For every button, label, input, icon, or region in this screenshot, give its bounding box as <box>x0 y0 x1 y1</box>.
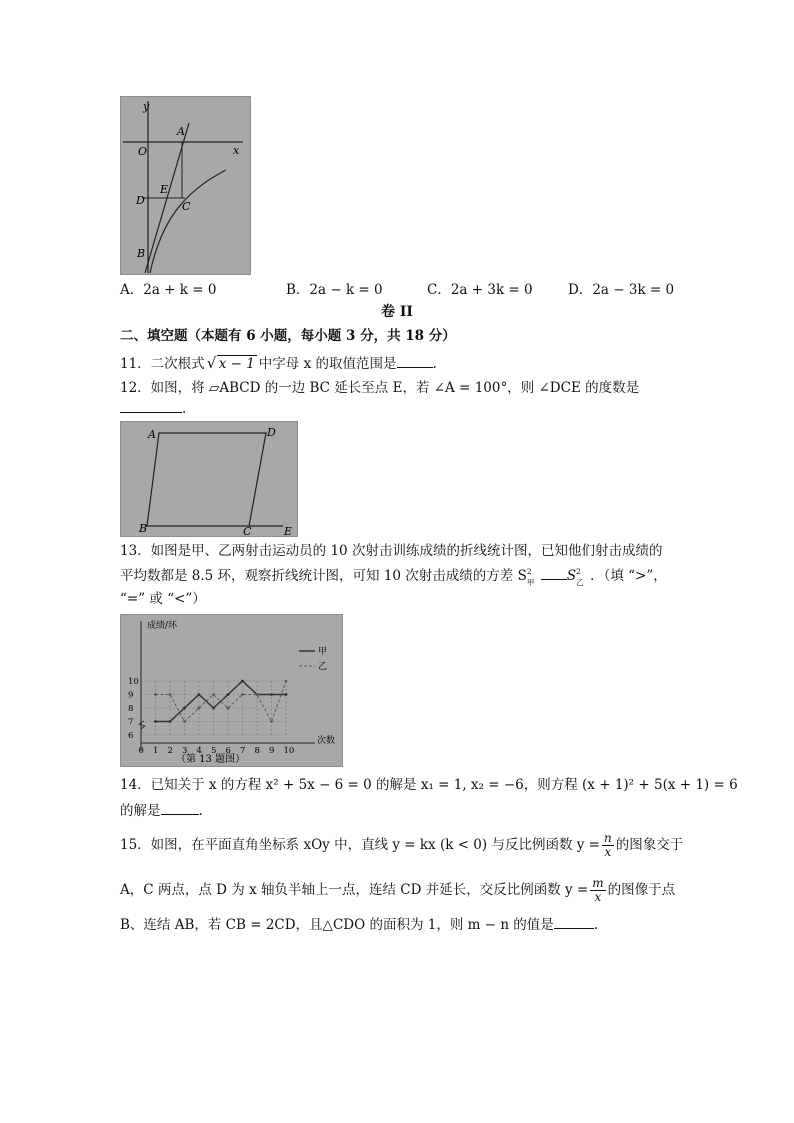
q15-line2-pre: A，C 两点，点 D 为 x 轴负半轴上一点，连结 CD 并延长，交反比例函数 y = <box>120 882 589 898</box>
q14-end: . <box>198 803 203 819</box>
q10-label-c: C <box>182 200 191 213</box>
chart-point <box>241 680 244 683</box>
part2-heading: 二、填空题（本题有 6 小题，每小题 3 分，共 18 分） <box>120 328 456 344</box>
q11-radicand: x − 1 <box>218 356 255 372</box>
chart-y-tick-label: 9 <box>128 690 134 701</box>
chart-point <box>241 693 244 696</box>
q12-label-c: C <box>243 525 252 536</box>
q15-fraction-n-over-x <box>602 832 614 859</box>
q12-figure <box>120 421 298 537</box>
q15-line1-pre: 15．如图，在平面直角坐标系 xOy 中，直线 y = kx (k < 0) 与反比例函数 y = <box>120 837 600 853</box>
chart-point <box>285 693 288 696</box>
chart-point <box>169 720 172 723</box>
chart-point <box>183 707 186 710</box>
chart-point <box>227 707 230 710</box>
chart-x-tick-label: 4 <box>196 746 202 756</box>
q15-line3 <box>120 914 598 935</box>
q13-sup1: 2 <box>526 567 532 576</box>
chart-xlabel: 次数 <box>317 736 336 746</box>
q11 <box>120 353 437 374</box>
chart-ylabel: 成绩/环 <box>147 621 178 631</box>
chart-x-tick-label: 3 <box>182 746 188 756</box>
chart-series-line-jia <box>156 681 287 722</box>
q13-line1: 13．如图是甲、乙两射击运动员的 10 次射击训练成绩的折线统计图，已知他们射击成绩的 <box>120 543 663 559</box>
chart-point <box>270 720 273 723</box>
chart-point <box>270 693 273 696</box>
q10-label-y: y <box>143 100 150 113</box>
chart-x-tick-label: 6 <box>225 746 231 756</box>
q14-answer-blank[interactable] <box>161 800 199 815</box>
q11-end: . <box>432 356 437 372</box>
chart-axis-break <box>139 721 145 729</box>
q15-line3-text: B、连结 AB，若 CB = 2CD，且△CDO 的面积为 1，则 m − n 的值是 <box>120 917 554 933</box>
chart-legend-label: 乙 <box>318 662 328 672</box>
q13-sup2: 2 <box>576 567 581 576</box>
q15-line1-post: 的图象交于 <box>615 837 684 853</box>
q15-line2 <box>120 875 675 905</box>
q13-line2-pre: 平均数都是 8.5 环，观察折线统计图，可知 10 次射击成绩的方差 S <box>120 568 527 584</box>
q11-suffix: 中字母 x 的取值范围是 <box>258 356 397 372</box>
q10-choice-b: B．2a − k = 0 <box>286 282 383 298</box>
chart-x-tick-label: 5 <box>211 746 217 756</box>
q13-chart <box>120 614 343 767</box>
q10-label-d: D <box>136 194 145 207</box>
chart-point <box>198 693 201 696</box>
chart-point <box>212 707 215 710</box>
q10-label-a: A <box>177 125 185 138</box>
q10-label-o: O <box>138 145 148 158</box>
q15-answer-blank[interactable] <box>554 914 594 929</box>
chart-x-tick-label: 2 <box>167 746 173 756</box>
q15-line2-post: 的图像于点 <box>607 882 676 898</box>
chart-legend-label: 甲 <box>318 647 328 657</box>
chart-caption: （第 13 题图） <box>176 754 246 765</box>
section-title: 卷 II <box>381 304 413 320</box>
q13-sub2: 乙 <box>576 578 584 587</box>
q13-line2-post: ．（填 “>”， <box>590 568 667 584</box>
chart-y-tick-label: 6 <box>128 731 134 741</box>
q15-frac2-den: x <box>594 889 602 904</box>
chart-point <box>198 707 201 710</box>
chart-ticks <box>128 677 294 756</box>
q12-label-e: E <box>284 525 293 536</box>
chart-y-tick-label: 10 <box>128 677 139 687</box>
q13-line3: “=” 或 “<”） <box>120 591 206 607</box>
chart-y-tick-label: 8 <box>128 704 134 714</box>
q13-answer-blank[interactable] <box>541 565 567 580</box>
q10-figure <box>120 96 251 275</box>
q12-parallelogram <box>147 433 266 526</box>
q11-answer-blank[interactable] <box>397 353 433 368</box>
q12-end: . <box>182 401 187 417</box>
q13-line2: 平均数都是 8.5 环，观察折线统计图，可知 10 次射击成绩的方差 S 2 甲 S 2 乙 ．（填 “>”， <box>120 565 667 586</box>
q14-line2 <box>120 800 203 821</box>
q12-answer-blank[interactable] <box>120 398 182 413</box>
chart-point <box>212 693 215 696</box>
chart-point <box>256 693 259 696</box>
q12-line2 <box>120 398 186 419</box>
chart-x-tick-label: 0 <box>138 746 144 756</box>
q13-chart-svg <box>121 615 342 766</box>
q12-label-b: B <box>139 522 148 535</box>
chart-point <box>227 693 230 696</box>
chart-x-tick-label: 10 <box>283 746 295 756</box>
chart-series <box>154 680 287 723</box>
chart-x-tick-label: 1 <box>153 746 159 756</box>
q13-sub1: 甲 <box>526 578 535 587</box>
q15-end: . <box>593 917 599 933</box>
q10-label-x: x <box>233 144 240 157</box>
q10-label-b: B <box>137 247 146 260</box>
chart-point <box>285 680 288 683</box>
chart-x-tick-label: 8 <box>254 746 260 756</box>
q10-choice-c: C．2a + 3k = 0 <box>427 282 533 298</box>
chart-legend <box>299 646 327 672</box>
chart-x-tick-label: 9 <box>269 746 275 756</box>
chart-point <box>154 720 157 723</box>
q15-frac1-num: n <box>603 830 612 845</box>
q10-label-e: E <box>160 183 169 196</box>
chart-point <box>154 693 157 696</box>
chart-y-tick-label: 7 <box>128 717 134 728</box>
q10-choice-d: D．2a − 3k = 0 <box>568 282 675 298</box>
q12-label-a: A <box>148 428 156 441</box>
q14-line1: 14．已知关于 x 的方程 x² + 5x − 6 = 0 的解是 x₁ = 1, x₂ = −6，则方程 (x + 1)² + 5(x + 1) = 6 <box>120 777 738 793</box>
q15-fraction-m-over-x <box>590 877 605 904</box>
q12-label-d: D <box>267 426 276 439</box>
q11-prefix: 11．二次根式 <box>120 356 205 372</box>
q15-line1 <box>120 830 683 860</box>
chart-point <box>169 693 172 696</box>
q11-radical: √ x − 1 <box>206 354 255 372</box>
chart-point <box>183 720 186 723</box>
q15-frac2-num: m <box>592 875 604 890</box>
q10-choice-a: A．2a + k = 0 <box>120 282 217 298</box>
chart-x-tick-label: 7 <box>240 746 246 756</box>
q12-line1: 12．如图，将 ▱ABCD 的一边 BC 延长至点 E，若 ∠A = 100°，则 ∠DCE 的度数是 <box>120 380 640 396</box>
q15-frac1-den: x <box>604 844 612 859</box>
q14-line2-text: 的解是 <box>120 803 161 819</box>
